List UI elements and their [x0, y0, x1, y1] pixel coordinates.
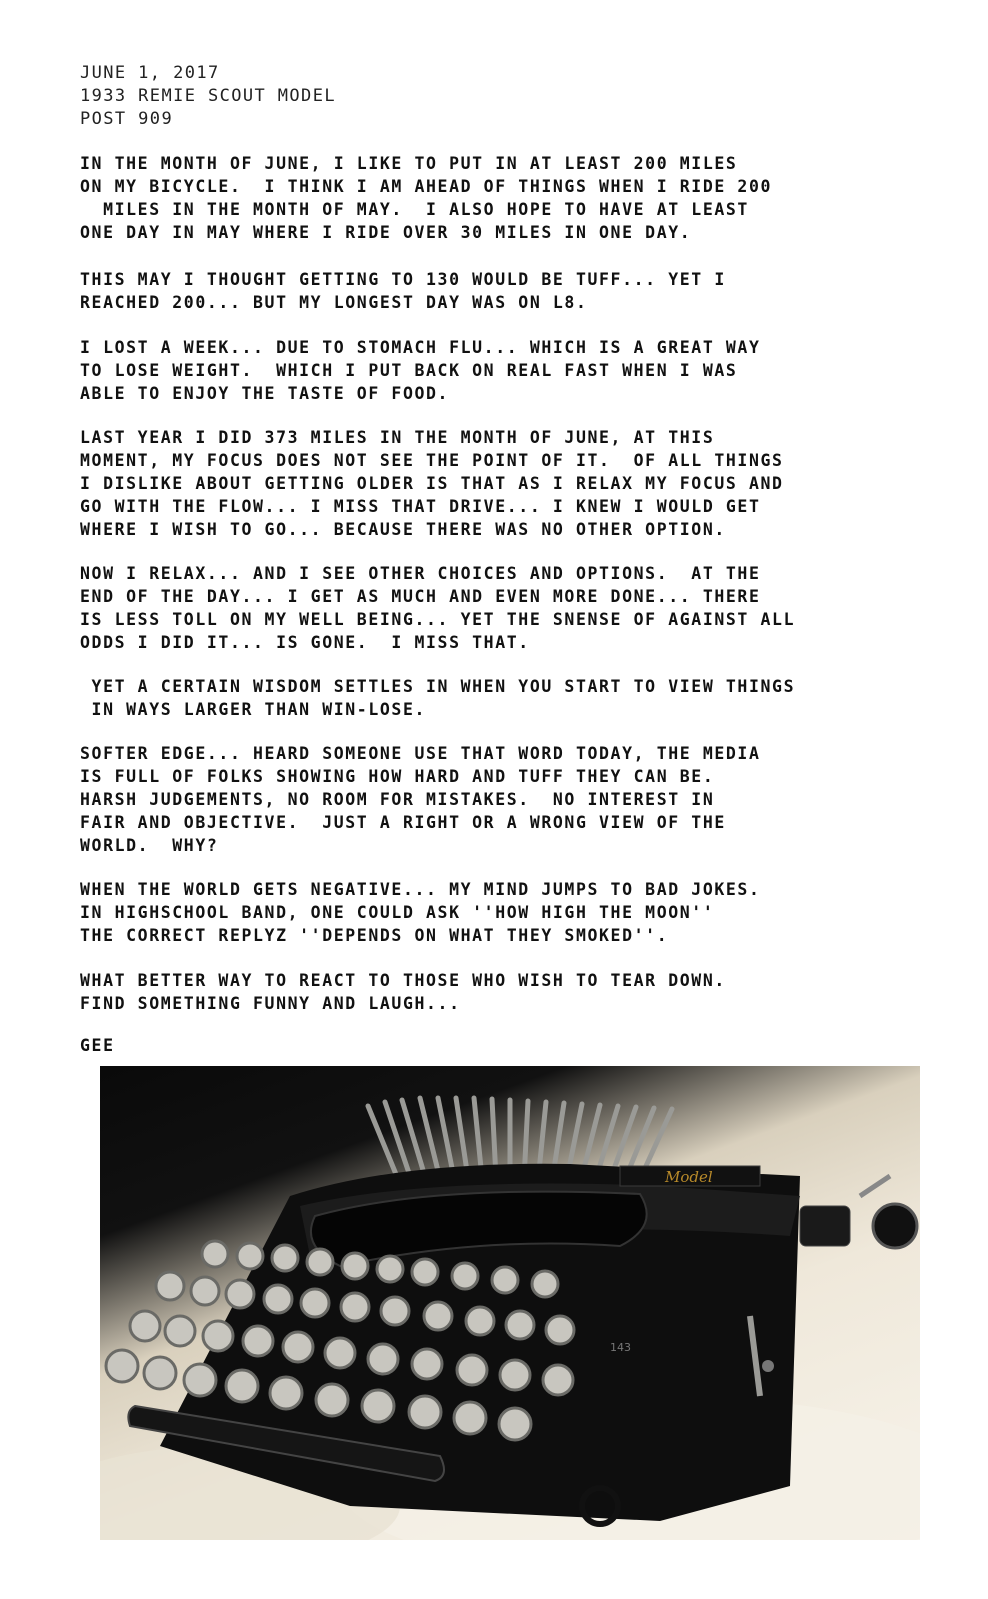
text-line: IN WAYS LARGER THAN WIN-LOSE.	[80, 700, 427, 719]
post-number: POST 909	[80, 109, 174, 129]
paragraph-now-relax	[80, 562, 928, 654]
paragraph-may-goal	[80, 268, 928, 314]
signature-text: GEE	[80, 1036, 115, 1055]
typewriter-photo	[100, 1066, 920, 1540]
text-line: END OF THE DAY... I GET AS MUCH AND EVEN MORE DONE... THERE	[80, 587, 761, 606]
text-line: THIS MAY I THOUGHT GETTING TO 130 WOULD BE TUFF... YET I	[80, 270, 726, 289]
text-line: IS FULL OF FOLKS SHOWING HOW HARD AND TUFF THEY CAN BE.	[80, 767, 715, 786]
text-line: FAIR AND OBJECTIVE. JUST A RIGHT OR A WRONG VIEW OF THE	[80, 813, 726, 832]
text-line: TO LOSE WEIGHT. WHICH I PUT BACK ON REAL FAST WHEN I WAS	[80, 361, 738, 380]
letter-date: JUNE 1, 2017	[80, 63, 220, 83]
paragraph-wisdom	[80, 675, 928, 721]
text-line: FIND SOMETHING FUNNY AND LAUGH...	[80, 994, 461, 1013]
text-line: I DISLIKE ABOUT GETTING OLDER IS THAT AS I RELAX MY FOCUS AND	[80, 474, 784, 493]
text-line: HARSH JUDGEMENTS, NO ROOM FOR MISTAKES. NO INTEREST IN	[80, 790, 715, 809]
paragraph-last-year	[80, 426, 928, 541]
text-line: ABLE TO ENJOY THE TASTE OF FOOD.	[80, 384, 450, 403]
typewriter-icon	[100, 1066, 920, 1540]
text-line: IN THE MONTH OF JUNE, I LIKE TO PUT IN AT LEAST 200 MILES	[80, 154, 738, 173]
text-line: I LOST A WEEK... DUE TO STOMACH FLU... WHICH IS A GREAT WAY	[80, 338, 761, 357]
signature	[80, 1034, 928, 1057]
paragraph-june-miles	[80, 152, 928, 244]
paragraph-stomach-flu	[80, 336, 928, 405]
text-line: IN HIGHSCHOOL BAND, ONE COULD ASK ''HOW HIGH THE MOON''	[80, 903, 715, 922]
text-line: YET A CERTAIN WISDOM SETTLES IN WHEN YOU START TO VIEW THINGS	[80, 677, 796, 696]
text-line: SOFTER EDGE... HEARD SOMEONE USE THAT WORD TODAY, THE MEDIA	[80, 744, 761, 763]
brand-plate-text: Model	[665, 1168, 713, 1186]
text-line: REACHED 200... BUT MY LONGEST DAY WAS ON L8.	[80, 293, 588, 312]
text-line: WORLD. WHY?	[80, 836, 219, 855]
text-line: IS LESS TOLL ON MY WELL BEING... YET THE SNENSE OF AGAINST ALL	[80, 610, 796, 629]
text-line: WHEN THE WORLD GETS NEGATIVE... MY MIND JUMPS TO BAD JOKES.	[80, 880, 761, 899]
serial-number: 143	[610, 1341, 631, 1354]
text-line: THE CORRECT REPLYZ ''DEPENDS ON WHAT THEY SMOKED''.	[80, 926, 669, 945]
text-line: MOMENT, MY FOCUS DOES NOT SEE THE POINT OF IT. OF ALL THINGS	[80, 451, 784, 470]
text-line: LAST YEAR I DID 373 MILES IN THE MONTH OF JUNE, AT THIS	[80, 428, 715, 447]
text-line: NOW I RELAX... AND I SEE OTHER CHOICES AND OPTIONS. AT THE	[80, 564, 761, 583]
text-line: ON MY BICYCLE. I THINK I AM AHEAD OF THINGS WHEN I RIDE 200	[80, 177, 773, 196]
text-line: WHERE I WISH TO GO... BECAUSE THERE WAS NO OTHER OPTION.	[80, 520, 726, 539]
paragraph-softer-edge	[80, 742, 928, 857]
text-line: ONE DAY IN MAY WHERE I RIDE OVER 30 MILES IN ONE DAY.	[80, 223, 692, 242]
paragraph-laugh	[80, 969, 928, 1015]
text-line: ODDS I DID IT... IS GONE. I MISS THAT.	[80, 633, 530, 652]
letter-header	[80, 62, 336, 131]
paragraph-bad-jokes	[80, 878, 928, 947]
text-line: WHAT BETTER WAY TO REACT TO THOSE WHO WISH TO TEAR DOWN.	[80, 971, 726, 990]
text-line: MILES IN THE MONTH OF MAY. I ALSO HOPE TO HAVE AT LEAST	[80, 200, 749, 219]
text-line: GO WITH THE FLOW... I MISS THAT DRIVE... I KNEW I WOULD GET	[80, 497, 761, 516]
typewriter-model: 1933 REMIE SCOUT MODEL	[80, 86, 336, 106]
